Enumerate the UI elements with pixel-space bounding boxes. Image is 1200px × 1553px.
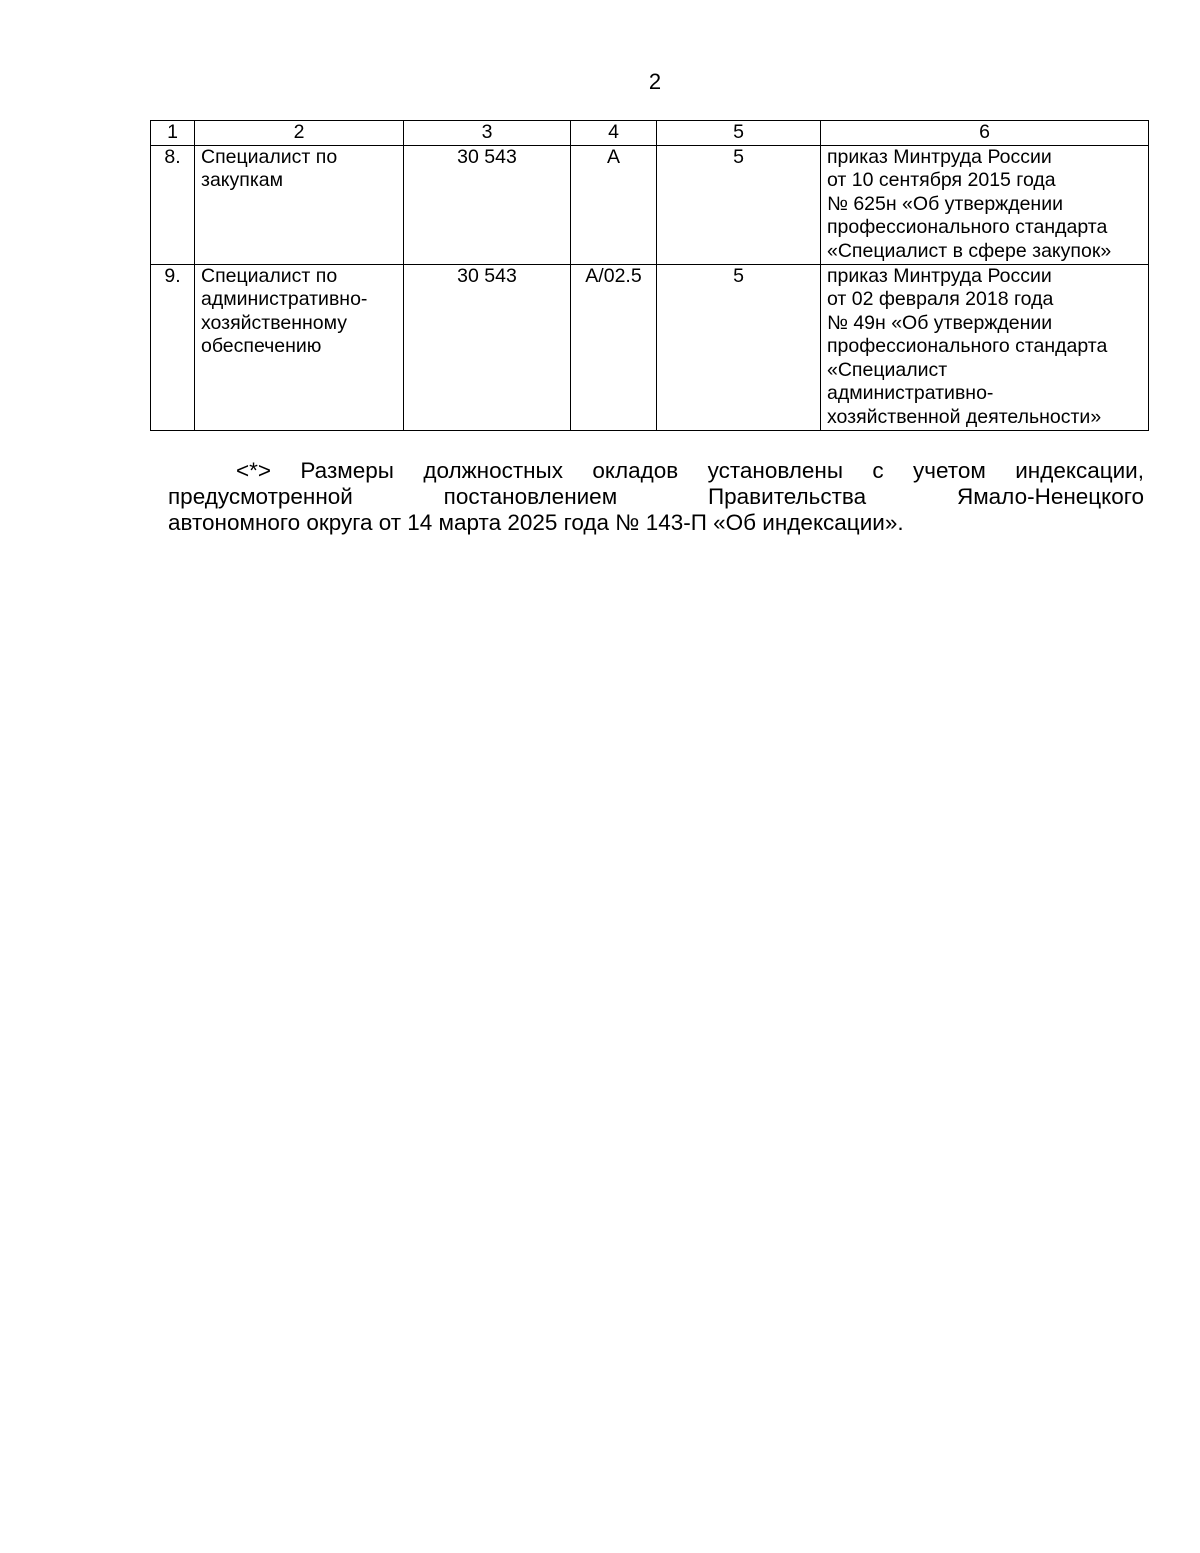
- legal-basis-line: хозяйственной деятельности»: [827, 405, 1102, 428]
- page-number: 2: [648, 69, 662, 94]
- table-header-col-6: 6: [821, 121, 1149, 146]
- table-header-col-4: 4: [571, 121, 657, 146]
- legal-basis: [821, 264, 1149, 430]
- position-title-line: закупкам: [201, 169, 284, 191]
- position-title-line: Специалист по: [201, 145, 338, 168]
- qualification-level: 5: [657, 145, 821, 264]
- footnote-line: предусмотренной постановлением Правительства Ямало-Ненецкого: [168, 484, 1144, 509]
- legal-basis-line: административно-: [827, 382, 994, 404]
- position-title-line: обеспечению: [201, 335, 322, 357]
- legal-basis-line: № 625н «Об утверждении: [827, 192, 1063, 215]
- qualification-code: A: [571, 145, 657, 264]
- table-row: [151, 145, 1149, 264]
- position-title: [195, 145, 404, 264]
- position-title-line: Специалист по: [201, 264, 338, 287]
- row-number: 9.: [151, 264, 195, 430]
- footnote-line: автономного округа от 14 марта 2025 года № 143-П «Об индексации».: [168, 510, 904, 535]
- table-header-row: [151, 121, 1149, 146]
- row-number: 8.: [151, 145, 195, 264]
- legal-basis-line: от 10 сентября 2015 года: [827, 169, 1056, 191]
- table-header-col-3: 3: [404, 121, 571, 146]
- legal-basis-line: профессионального стандарта: [827, 335, 1108, 357]
- legal-basis-line: «Специалист в сфере закупок»: [827, 239, 1112, 262]
- legal-basis: [821, 145, 1149, 264]
- qualification-level: 5: [657, 264, 821, 430]
- table-header-col-1: 1: [151, 121, 195, 146]
- table-header-col-5: 5: [657, 121, 821, 146]
- legal-basis-line: № 49н «Об утверждении: [827, 311, 1053, 334]
- table-row: [151, 264, 1149, 430]
- legal-basis-line: профессионального стандарта: [827, 216, 1108, 238]
- position-title: [195, 264, 404, 430]
- legal-basis-line: от 02 февраля 2018 года: [827, 288, 1054, 310]
- legal-basis-line: «Специалист: [827, 358, 948, 381]
- salary-value: 30 543: [404, 264, 571, 430]
- legal-basis-line: приказ Минтруда России: [827, 264, 1052, 287]
- qualification-code: A/02.5: [571, 264, 657, 430]
- footnote: [168, 458, 1144, 536]
- table-header-col-2: 2: [195, 121, 404, 146]
- salary-value: 30 543: [404, 145, 571, 264]
- position-title-line: административно-: [201, 288, 368, 310]
- staff-positions-table: [150, 120, 1149, 431]
- footnote-line: <*> Размеры должностных окладов установлены с учетом индексации,: [236, 458, 1144, 483]
- legal-basis-line: приказ Минтруда России: [827, 145, 1052, 168]
- position-title-line: хозяйственному: [201, 311, 347, 334]
